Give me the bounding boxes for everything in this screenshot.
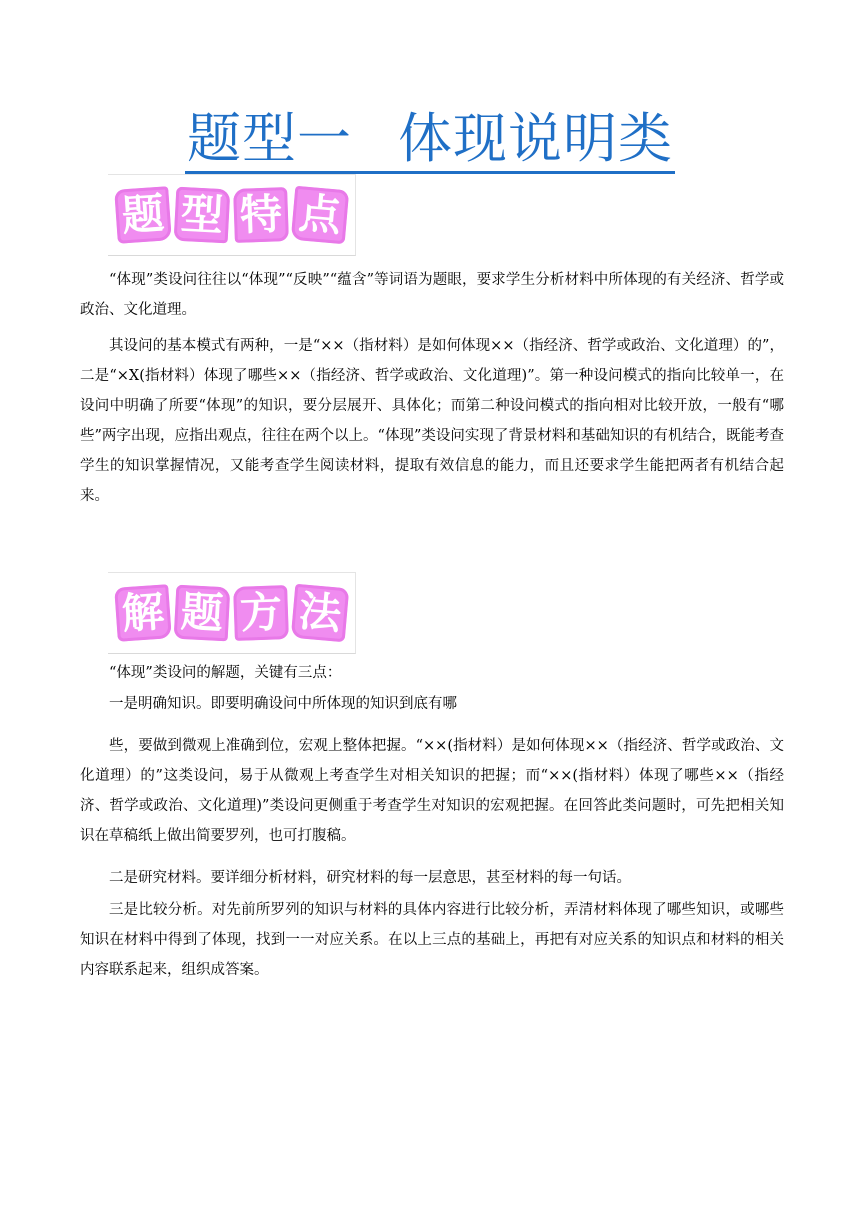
badge-char: 方 [233, 585, 289, 641]
badge-char: 法 [290, 584, 349, 643]
badge-char: 特 [233, 187, 289, 243]
paragraph-step-one-detail: 些，要做到微观上准确到位，宏观上整体把握。“××(指材料）是如何体现××（指经济、哲学或政治、文化道理）的”这类设问，易于从微观上考查学生对相关知识的把握；而“××(指材料）体现了哪些××（指经济、哲学或政治、文化道理)”类设问更侧重于考查学生对知识的宏观把握。在回答此类问题时，可先把相关知识在草稿纸上做出简要罗列，也可打腹稿。 [80, 738, 784, 844]
page-title [185, 108, 675, 174]
paragraph-keypoints: “体现”类设问的解题，关键有三点： [109, 665, 342, 681]
paragraph-step-three: 三是比较分析。对先前所罗列的知识与材料的具体内容进行比较分析，弄清材料体现了哪些知识，或哪些知识在材料中得到了体现，找到一一对应关系。在以上三点的基础上，再把有对应关系的知识点和材料的相关内容联系起来，组织成答案。 [80, 902, 784, 978]
section-badge-features [108, 174, 356, 256]
badge-char: 解 [115, 584, 173, 642]
paragraph-patterns: 其设问的基本模式有两种，一是“××（指材料）是如何体现××（指经济、哲学或政治、文化道理）的”，二是“×X(指材料）体现了哪些××（指经济、哲学或政治、文化道理)”。第一种设问模式的指向比较单一，在设问中明确了所要“体现”的知识，要分层展开、具体化；而第二种设问模式的指向相对比较开放，一般有“哪些”两字出现，应指出观点，往往在两个以上。“体现”类设问实现了背景材料和基础知识的有机结合，既能考查学生的知识掌握情况，又能考查学生阅读材料，提取有效信息的能力，而且还要求学生能把两者有机结合起来。 [80, 338, 784, 504]
paragraph-step-two: 二是研究材料。要详细分析材料，研究材料的每一层意思，甚至材料的每一句话。 [109, 870, 631, 886]
page-title-wrapper [0, 108, 860, 174]
badge-char: 点 [290, 186, 349, 245]
paragraph-step-one: 一是明确知识。即要明确设问中所体现的知识到底有哪 [109, 696, 457, 712]
badge-char: 题 [115, 186, 173, 244]
title-part-1: 题型一 [187, 107, 352, 170]
section-badge-methods [108, 572, 356, 654]
paragraph-intro: “体现”类设问往往以“体现”“反映”“蕴含”等词语为题眼，要求学生分析材料中所体现的有关经济、哲学或政治、文化道理。 [80, 272, 784, 318]
badge-char: 型 [174, 187, 231, 244]
title-part-2: 体现说明类 [398, 107, 673, 170]
badge-char: 题 [174, 585, 231, 642]
